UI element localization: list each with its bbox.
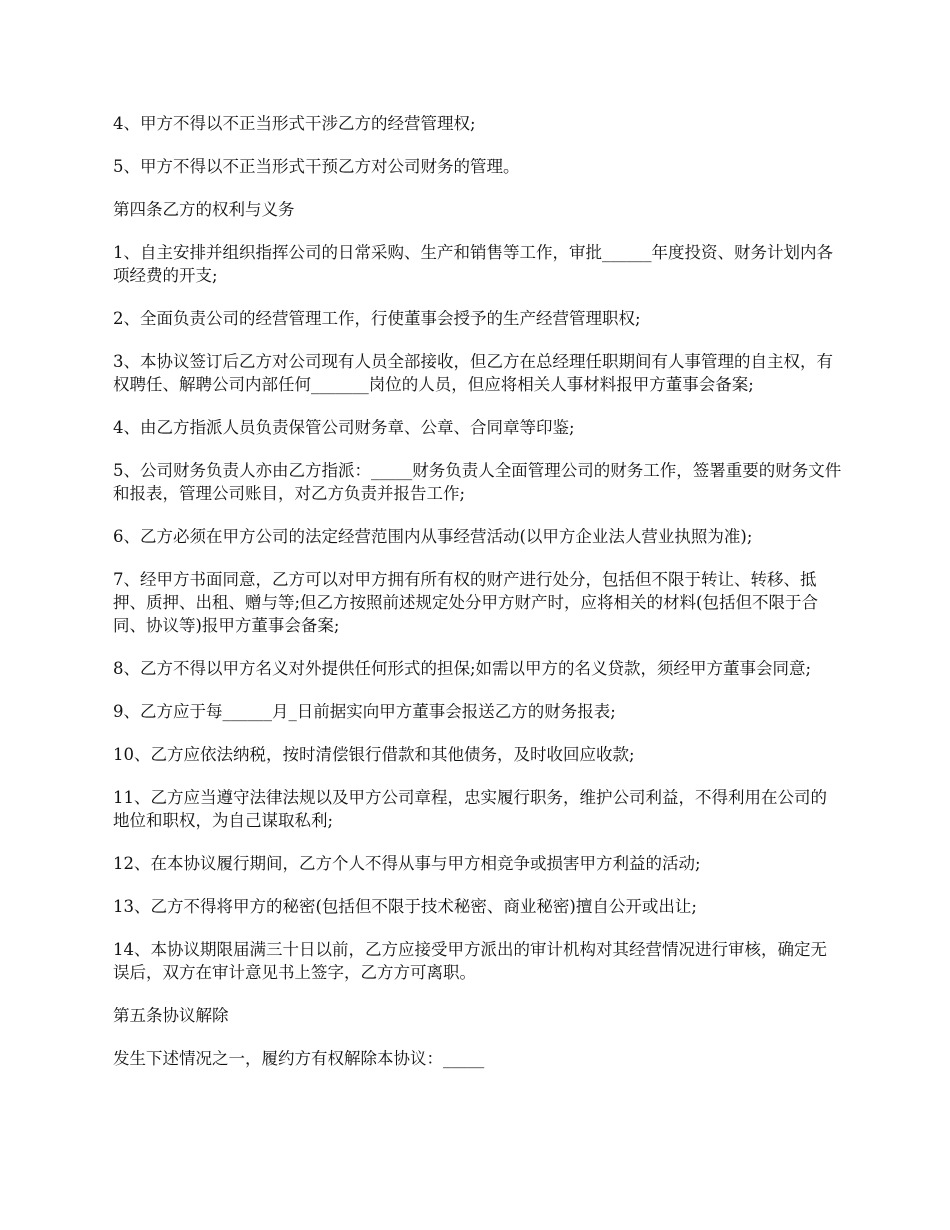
clause-paragraph: 5、甲方不得以不正当形式干预乙方对公司财务的管理。 <box>113 157 520 176</box>
clause-paragraph: 4、甲方不得以不正当形式干涉乙方的经营管理权; <box>113 114 476 133</box>
clause-paragraph: 13、乙方不得将甲方的秘密(包括但不限于技术秘密、商业秘密)擅自公开或出让; <box>113 897 697 916</box>
clause-paragraph: 4、由乙方指派人员负责保管公司财务章、公章、合同章等印鉴; <box>113 418 575 437</box>
clause-paragraph: 7、经甲方书面同意，乙方可以对甲方拥有所有权的财产进行处分，包括但不限于转让、转移、抵押、质押、出租、赠与等;但乙方按照前述规定处分甲方财产时，应将相关的材料(包括但不限于合同、协议等)报甲方董事会备案; <box>113 570 818 635</box>
clause-paragraph: 14、本协议期限届满三十日以前，乙方应接受甲方派出的审计机构对其经营情况进行审核，确定无误后，双方在审计意见书上签字，乙方方可离职。 <box>113 940 827 982</box>
document-body <box>113 112 843 1090</box>
clause-paragraph: 2、全面负责公司的经营管理工作，行使董事会授予的生产经营管理职权; <box>113 309 641 328</box>
clause-paragraph: 1、自主安排并组织指挥公司的日常采购、生产和销售等工作，审批______年度投资、财务计划内各项经费的开支; <box>113 243 833 285</box>
clause-paragraph: 9、乙方应于每______月_日前据实向甲方董事会报送乙方的财务报表; <box>113 702 616 721</box>
clause-paragraph: 5、公司财务负责人亦由乙方指派：_____财务负责人全面管理公司的财务工作，签署重要的财务文件和报表，管理公司账目，对乙方负责并报告工作; <box>113 461 842 503</box>
clause-paragraph: 发生下述情况之一，履约方有权解除本协议：_____ <box>113 1049 485 1068</box>
clause-paragraph: 6、乙方必须在甲方公司的法定经营范围内从事经营活动(以甲方企业法人营业执照为准); <box>113 527 753 546</box>
clause-paragraph: 12、在本协议履行期间，乙方个人不得从事与甲方相竞争或损害甲方利益的活动; <box>113 854 701 873</box>
section-heading: 第四条乙方的权利与义务 <box>113 200 295 219</box>
clause-paragraph: 10、乙方应依法纳税，按时清偿银行借款和其他债务，及时收回应收款; <box>113 745 635 764</box>
section-heading: 第五条协议解除 <box>113 1006 229 1025</box>
clause-paragraph: 11、乙方应当遵守法律法规以及甲方公司章程，忠实履行职务，维护公司利益，不得利用在公司的地位和职权，为自己谋取私利; <box>113 788 827 830</box>
clause-paragraph: 3、本协议签订后乙方对公司现有人员全部接收，但乙方在总经理任职期间有人事管理的自主权，有权聘任、解聘公司内部任何_______岗位的人员，但应将相关人事材料报甲方董事会备案; <box>113 352 833 394</box>
clause-paragraph: 8、乙方不得以甲方名义对外提供任何形式的担保;如需以甲方的名义贷款，须经甲方董事会同意; <box>113 659 812 678</box>
